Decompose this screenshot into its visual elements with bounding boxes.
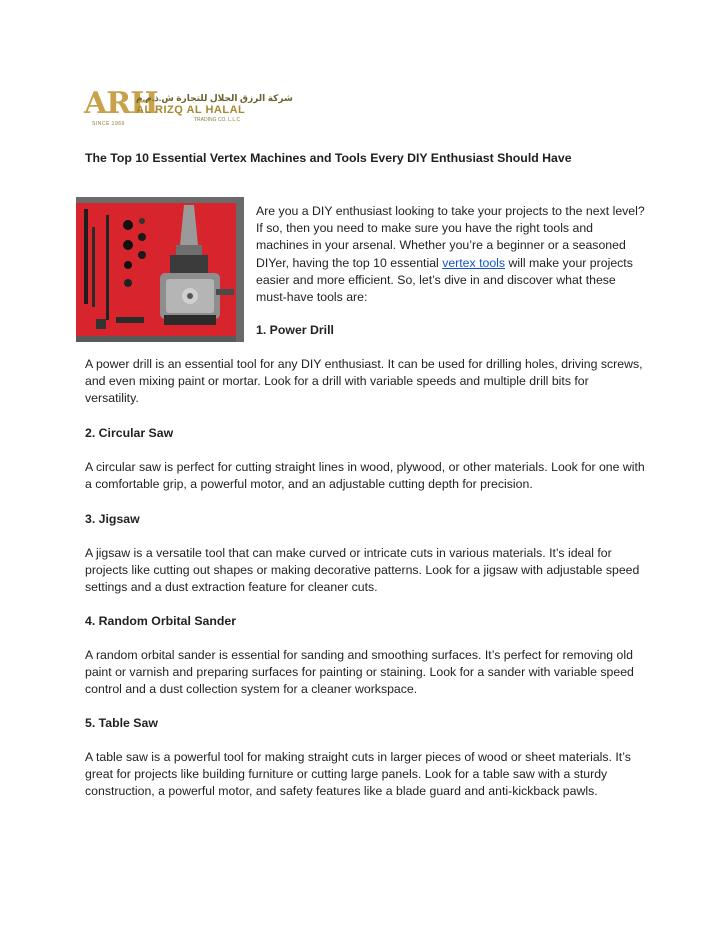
section-heading-table-saw: 5. Table Saw	[85, 716, 158, 730]
logo-arabic-name: شركة الرزق الحلال للتجارة ش.ذ.م.م	[136, 93, 293, 103]
section-body-power-drill: A power drill is an essential tool for any DIY enthusiast. It can be used for drilling holes, driving screws, and even mixing paint or mortar. Look for a drill with variable speeds and multiple drill bits for versatility.	[85, 357, 643, 406]
section-heading-orbital-sander: 4. Random Orbital Sander	[85, 614, 237, 628]
section-body-orbital-sander: A random orbital sander is essential for sanding and smoothing surfaces. It’s perfect for removing old paint or varnish and preparing surfaces for painting or staining. Look for a sander with variable speed control and a dust collection system for a cleaner workspace.	[85, 648, 634, 697]
intro-text-before: Are you a DIY enthusiast looking to take your projects to the next level? If so, then you need to make sure you have the right tools and machines in your arsenal. Whether you’re a beginner or a seasoned DIYer, having the top 10 essential	[256, 204, 645, 270]
boring-head-kit-image	[76, 197, 244, 342]
logo-trading: TRADING CO. L.L.C	[194, 117, 241, 123]
product-image	[76, 197, 244, 342]
section-heading-power-drill: 1. Power Drill	[256, 323, 334, 337]
page-title: The Top 10 Essential Vertex Machines and Tools Every DIY Enthusiast Should Have	[85, 151, 572, 165]
section-body-table-saw: A table saw is a powerful tool for making straight cuts in larger pieces of wood or sheet materials. It’s great for projects like building furniture or cutting large panels. Look for a table saw with a sturdy construction, a powerful motor, and safety features like a blade guard and anti-kickback pawls.	[85, 750, 631, 799]
section-heading-circular-saw: 2. Circular Saw	[85, 426, 174, 440]
section-body-jigsaw: A jigsaw is a versatile tool that can make curved or intricate cuts in various materials. It’s ideal for projects like cutting out shapes or making decorative patterns. Look for a jigsaw with adjustable speed settings and a dust extraction feature for cleaner cuts.	[85, 546, 640, 595]
logo-since: SINCE 1969	[92, 121, 125, 127]
intro-paragraph	[256, 203, 648, 306]
section-heading-jigsaw: 3. Jigsaw	[85, 512, 140, 526]
company-logo	[84, 86, 293, 132]
intro-text-after: will make your projects easier and more efficient. So, let’s dive in and discover what these must-have tools are:	[256, 255, 633, 305]
logo-initials: ARH	[84, 86, 158, 121]
vertex-tools-link[interactable]: vertex tools	[442, 255, 506, 270]
logo-company-name: AL RIZQ AL HALAL	[136, 104, 246, 116]
section-body-circular-saw: A circular saw is perfect for cutting straight lines in wood, plywood, or other materials. Look for one with a comfortable grip, a powerful motor, and an adjustable cutting depth for precision.	[85, 460, 645, 492]
